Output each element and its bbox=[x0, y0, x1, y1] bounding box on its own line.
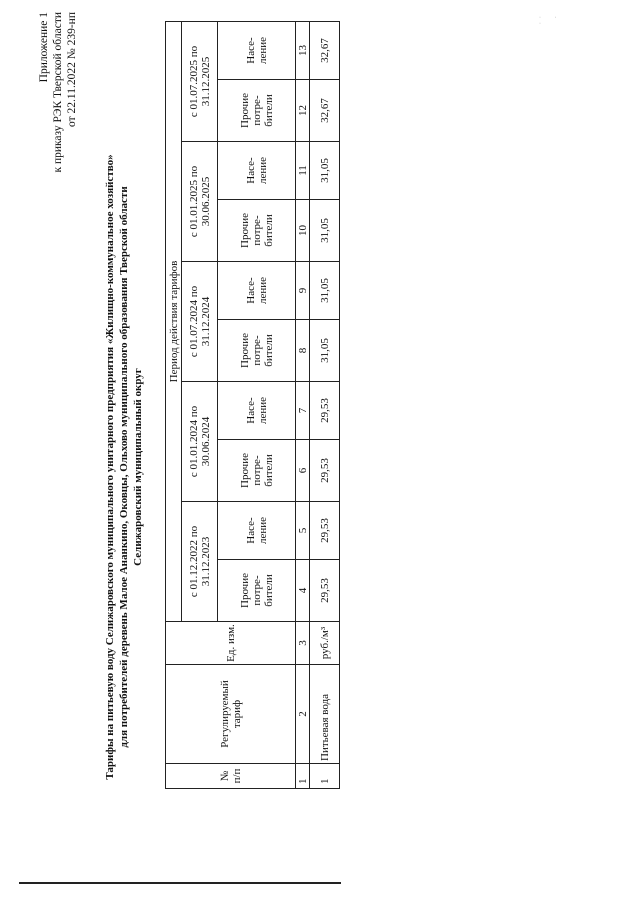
consumer-other: Прочие потре-бители bbox=[218, 80, 296, 142]
period-1: с 01.12.2022 по 31.12.2023 bbox=[182, 502, 218, 622]
period-3: с 01.07.2024 по 31.12.2024 bbox=[182, 262, 218, 382]
bottom-rule bbox=[19, 882, 341, 884]
consumer-other: Прочие потре-бители bbox=[218, 560, 296, 622]
consumer-population: Насе-ление bbox=[218, 502, 296, 560]
column-number: 2 bbox=[296, 665, 310, 764]
appendix-block bbox=[37, 12, 79, 412]
row-tariff-name: Питьевая вода bbox=[310, 665, 340, 764]
consumer-population: Насе-ление bbox=[218, 262, 296, 320]
row-value: 29,53 bbox=[310, 440, 340, 502]
appendix-line-2: к приказу РЭК Тверской области bbox=[52, 12, 64, 173]
title-line-3: Селижаровский муниципальный округ bbox=[132, 368, 144, 566]
consumer-other: Прочие потре-бители bbox=[218, 320, 296, 382]
row-value: 32,67 bbox=[310, 80, 340, 142]
header-unit: Ед. изм. bbox=[166, 622, 296, 665]
table-row bbox=[310, 21, 340, 788]
column-number: 13 bbox=[296, 21, 310, 79]
row-value: 29,53 bbox=[310, 382, 340, 440]
appendix-line-3: от 22.11.2022 № 239-нп bbox=[66, 12, 78, 127]
title-line-2: для потребителей деревень Малое Ананкино, Оковцы, Ольхово муниципального образования Тверской области bbox=[118, 186, 130, 748]
row-value: 32,67 bbox=[310, 21, 340, 79]
header-row-1 bbox=[166, 21, 182, 788]
column-number: 10 bbox=[296, 200, 310, 262]
column-number: 5 bbox=[296, 502, 310, 560]
consumer-population: Насе-ление bbox=[218, 21, 296, 79]
tariff-table bbox=[165, 21, 340, 789]
title-line-1: Тарифы на питьевую воду Селижаровского муниципального унитарного предприятия «Жилищно-коммунальное хозяйство» bbox=[104, 154, 116, 780]
period-2: с 01.01.2024 по 30.06.2024 bbox=[182, 382, 218, 502]
row-unit: руб./м³ bbox=[310, 622, 340, 665]
row-value: 31,05 bbox=[310, 262, 340, 320]
column-number: 9 bbox=[296, 262, 310, 320]
header-period: Период действия тарифов bbox=[166, 21, 182, 621]
consumer-other: Прочие потре-бители bbox=[218, 440, 296, 502]
column-number: 6 bbox=[296, 440, 310, 502]
period-4: с 01.01.2025 по 30.06.2025 bbox=[182, 142, 218, 262]
column-number: 4 bbox=[296, 560, 310, 622]
period-5: с 01.07.2025 по 31.12.2025 bbox=[182, 21, 218, 141]
row-value: 29,53 bbox=[310, 502, 340, 560]
header-tariff: Регулируемый тариф bbox=[166, 665, 296, 764]
appendix-line-1: Приложение 1 bbox=[38, 12, 50, 83]
column-number: 1 bbox=[296, 764, 310, 789]
row-num: 1 bbox=[310, 764, 340, 789]
column-number: 3 bbox=[296, 622, 310, 665]
scan-specks: · · · bbox=[539, 15, 563, 27]
consumer-population: Насе-ление bbox=[218, 142, 296, 200]
column-number: 12 bbox=[296, 80, 310, 142]
column-number-row bbox=[296, 21, 310, 788]
document-title bbox=[103, 117, 145, 817]
row-value: 31,05 bbox=[310, 320, 340, 382]
row-value: 31,05 bbox=[310, 200, 340, 262]
header-num: № п/п bbox=[166, 764, 296, 789]
column-number: 11 bbox=[296, 142, 310, 200]
consumer-other: Прочие потре-бители bbox=[218, 200, 296, 262]
column-number: 7 bbox=[296, 382, 310, 440]
consumer-population: Насе-ление bbox=[218, 382, 296, 440]
column-number: 8 bbox=[296, 320, 310, 382]
row-value: 29,53 bbox=[310, 560, 340, 622]
row-value: 31,05 bbox=[310, 142, 340, 200]
